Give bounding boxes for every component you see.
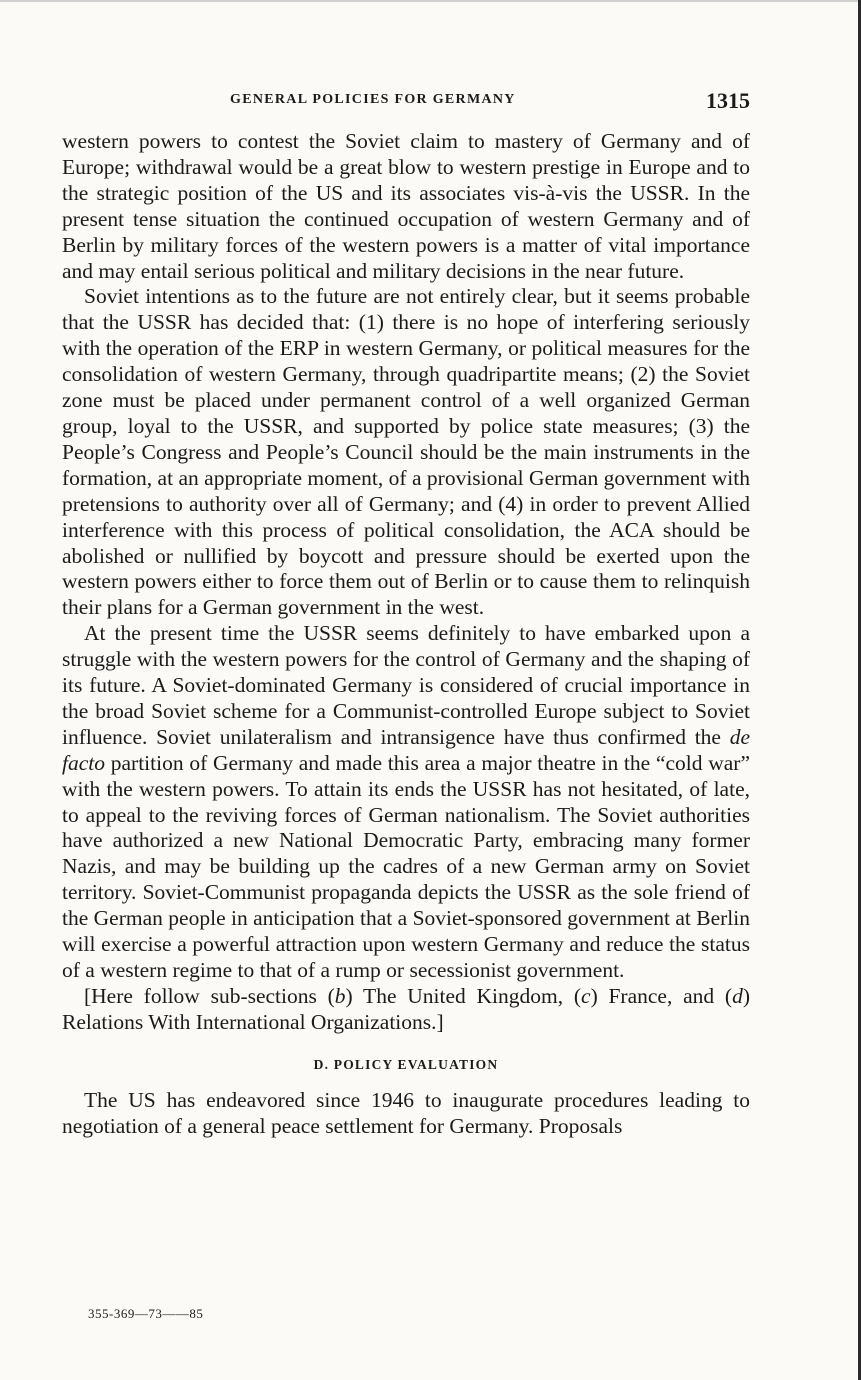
body-text	[62, 129, 750, 1140]
note-italic-d: d	[732, 983, 743, 1008]
page-number: 1315	[706, 88, 750, 113]
note-italic-b: b	[334, 983, 346, 1008]
page-top-edge	[0, 0, 861, 2]
para3-italic-de-facto: de facto	[62, 724, 750, 775]
editorial-note	[62, 984, 750, 1036]
paragraph-soviet-intentions: Soviet intentions as to the future are not entirely clear, but it seems probable that the USSR has decided that: (1) there is no hope of interfering seriously with the operation of the ERP in western Germany, or political measures for the consolidation of western Germany, through quadripartite means; (2) the Soviet zone must be placed under permanent control of a well organized German group, loyal to the USSR, and supported by police state measures; (3) the People’s Congress and People’s Council should be the main instruments in the formation, at an appropriate moment, of a provisional German government with pretensions to authority over all of Germany; and (4) in order to prevent Allied interference with this process of political consolidation, the ACA should be abolished or nullified by boycott and pressure should be exerted upon the western powers either to force them out of Berlin or to cause them to relinquish their plans for a German government in the west.	[62, 284, 750, 620]
note-text-3: ) France, and (	[590, 983, 733, 1008]
note-italic-c: c	[581, 983, 591, 1008]
paragraph-soviet-struggle	[62, 621, 750, 984]
para3-text-b: partition of Germany and made this area a major theatre in the “cold war” with the western powers. To attain its ends the USSR has not hesitated, of late, to appeal to the reviving forces of German nationalism. The Soviet authorities have authorized a new National Democratic Party, embracing many former Nazis, and may be building up the cadres of a new German army on Soviet territory. Soviet-Communist propaganda depicts the USSR as the sole friend of the German people in anticipation that a Soviet-sponsored government at Berlin will exercise a powerful attraction upon western Germany and reduce the status of a western regime to that of a rump or secessionist government.	[62, 750, 750, 982]
paragraph-policy-evaluation: The US has endeavored since 1946 to inaugurate procedures leading to negotiation of a general peace settlement for Germany. Proposals	[62, 1087, 750, 1138]
note-text-1: [Here follow sub-sections (	[84, 983, 335, 1008]
running-head: GENERAL POLICIES FOR GERMANY	[230, 92, 516, 107]
para3-text-a: At the present time the USSR seems definitely to have embarked upon a struggle with the western powers for the control of Germany and the shaping of its future. A Soviet-dominated Germany is considered of crucial importance in the broad Soviet scheme for a Communist-controlled Europe subject to Soviet influence. Soviet unilateralism and intransigence have thus confirmed the	[62, 621, 750, 749]
note-text-2: ) The United Kingdom, (	[345, 983, 582, 1008]
page-header	[62, 88, 750, 118]
note-text-4: ) Relations With International Organizations.]	[62, 983, 750, 1034]
paragraph-continuation: western powers to contest the Soviet claim to mastery of Germany and of Europe; withdrawal would be a great blow to western prestige in Europe and to the strategic position of the US and its associates vis-à-vis the USSR. In the present tense situation the continued occupation of western Germany and of Berlin by military forces of the western powers is a matter of vital importance and may entail serious political and military decisions in the near future.	[62, 129, 750, 283]
print-code: 355-369—73——85	[88, 1306, 204, 1321]
section-heading: D. POLICY EVALUATION	[313, 1056, 499, 1072]
